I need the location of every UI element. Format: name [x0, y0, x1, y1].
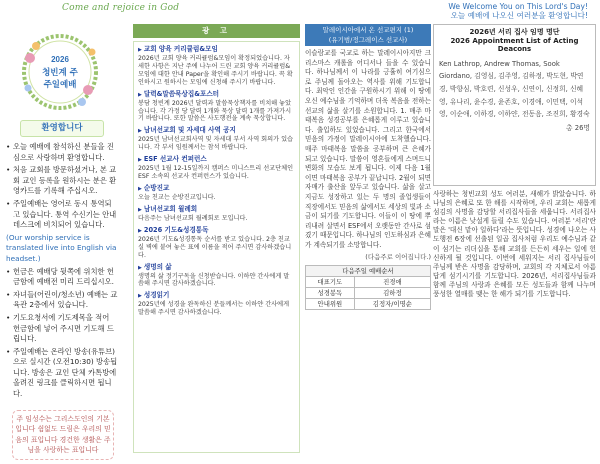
appointment-names: Ken Lathrop, Andrew Thomas, Sook Giordano, 김영심, 김주영, 김하정, 박도현, 박연경, 박향심, 박호련, 신성우, 신연이, 신정희, 신혜영, 유나리, 윤수경, 윤존호, 이경애, 이민택, 이석영, 이순애, 이하경, 이하얀, 전동음, 조진희, 황경숙 [439, 59, 590, 119]
wreath-emblem [16, 28, 104, 116]
appointment-column [433, 24, 596, 450]
announcement-item [138, 45, 295, 87]
announcement-body: 오늘 친교는 순방진교입니다. [138, 193, 216, 201]
announcement-item [138, 226, 295, 260]
service-role: 성경봉독 [306, 288, 355, 299]
appointment-total: 총 26명 [566, 123, 590, 132]
appointment-title-ko: 2026년 서리 집사 임명 명단 [469, 28, 560, 36]
service-role: 대표기도 [306, 277, 355, 288]
announcement-heading: ▶ 2026 기도&성경통독 [138, 226, 295, 236]
emblem-line1: 청빈계 주 [42, 68, 78, 78]
welcome-item: • 기도요청서에 기도제목을 적어 헌금함에 넣어 주시면 기도해 드립니다. [6, 313, 118, 345]
appointment-box [433, 24, 596, 186]
welcome-item: • 헌금은 예배당 뒷쪽에 위치한 헌금함에 예배전 미리 드리십시오. [6, 267, 118, 288]
closing-message: 주 임성수는 그리스도인의 기본입니다 쉼없도 드림은 우리의 믿음의 표입니다 경건한 생활은 주님을 사랑하는 표입니다 [12, 410, 114, 460]
next-week-service-header: 다음주일 예배순서 [306, 266, 431, 277]
announcement-heading: ▶ 성경읽기 [138, 291, 295, 301]
welcome-item: • 주일예배는 영어로 동시 통역되고 있습니다. 통역 수신기는 안내 데스크에 비치되어 있습니다. [6, 199, 118, 231]
service-person: 김하정 [354, 288, 430, 299]
appointment-title-en: 2026 Appointment List of Acting Deacons [450, 36, 579, 54]
announcement-body: 2025년에 성경을 완독하신 분들께서는 이하얀 간사에게 말씀해 주시면 감사하겠습니다. [138, 301, 290, 317]
table-row [306, 288, 431, 299]
welcome-item: • 처음 교회를 방문하셨거나, 본 교회 교인 등록을 원하시는 분은 환영카드를 기록해 주십시오. [6, 165, 118, 197]
emblem-line2: 주일예배 [43, 80, 77, 90]
prayer-column [305, 24, 431, 450]
announcement-item [138, 205, 295, 223]
announcement-body: 2025년 남녀선교회사역 및 자세대 부서 사역 회의가 있습니다. 각 부서 임원께서는 참석 바랍니다. [138, 136, 294, 152]
announcements-box [133, 41, 300, 453]
announcement-body: 봉담 청빈계 2026년 달력과 말씀묵상책자를 비치해 놓았습니다. 각 가정 당 달력 1개와 묵상 달력 1개를 가져가시기 바랍니다. 또한 말씀은 사도행전을 계속 묵상합니다. [138, 99, 292, 123]
announcement-heading: ▶ 남녀선교회 및 자세대 사역 공지 [138, 126, 295, 136]
announcement-heading: ▶ 생명의 삶 [138, 263, 295, 273]
emblem-year: 2026 [51, 55, 69, 64]
appointment-message: 사랑하는 청빈교회 성도 여러분, 새해가 밝았습니다. 하나님의 은혜로 또 한 해를 시작하며, 우리 교회는 새롭게 섬김의 사명을 감당할 서리집사들을 세웁니다. 서리집사라는 이름은 낮설게 들릴 수도 있습니다. 여러분 '서리'란 말은 '대신 맡아 일하다'라는 뜻입니다. 성경에 나오는 사도행전 6장에 선출된 일곱 집사처럼 우리도 예수님과 같이 섬기는 리더십을 통해 교회를 든든히 세우는 일에 헌신하게 될 것입니다. 이번에 세워지는 서리 집사님들이 주님께 받은 사명을 감당하며, 교회의 각 지체로서 아름답게 섬기시기를 기도합니다. 2026년, 서리집사님들과 함께 주님의 사랑과 은혜를 모든 성도들과 함께 나누며 풍성한 열매를 맺는 한 해가 되기를 기도합니다. [433, 190, 596, 299]
announcement-body: 2026년 기도&성경통독 순서를 받고 있습니다. 2층 친교실 벽에 붙여 놓은 표에 이름을 적어 주시면 감사하겠습니다. [138, 235, 292, 259]
announcement-body: 생명의 삶 정기구독을 신청받습니다. 이하얀 간사에게 말씀해 주시면 감사하겠습니다. [138, 272, 290, 288]
appointment-title [439, 28, 590, 54]
header-slogan: Come and rejoice in God [62, 3, 180, 13]
announcement-item [138, 184, 295, 202]
welcome-item: • 자녀들(어린이/청소년) 예배는 교육관 2층에서 있습니다. [6, 290, 118, 311]
next-week-service-table [305, 265, 431, 310]
mission-letter-body: 이슬람교를 국교로 하는 말레이시아지만 크리스마스 캐롤을 어디서나 들을 수 있습니다. 하나님께서 이 나라를 긍휼히 여기심으로 주님께 돌아오는 역사를 위해 기도합니다. 최악인 인간을 구원하시기 위해 이 땅에 오신 예수님을 기억하며 더욱 복음을 전하는 선교의 삶을 살기를 소원합니다. 1. 매주 마태복음 성경공부를 은혜롭게 이루고 있습니다. 출입하도 있었습니다. 그리고 한국에서 믿음의 가정이 말레이시아에 도착했습니다. 매주 마태복음 말씀을 공부하며 큰 은혜가 되고 있습니다. 말씀이 영혼들에게 스며드니 변화의 모습도 보게 됩니다. 이제 다음 1월이면 마태복음 공부가 끝납니다. 2월이 되면 자매가 출산을 앞두고 있습니다. 삶을 살고 지금도 성장하고 있는 두 명의 졸업생들이 직장에서도 믿음의 삶에서도 세상의 빛과 소금이 되기를 기도합니다. 이들이 이 땅에 뿌리내려 살면서 ESF에서 오랫동안 간사로 섬겼기 때문입니다. 하나님의 인도하심과 은혜가 계속되기를 소망합니다. [305, 49, 431, 249]
header-welcome-en: We Welcome You on This Lord's Day! [448, 2, 588, 11]
announcement-heading: ▶ 교회 양육 커리큘럼&모임 [138, 45, 295, 55]
welcome-item: • 주일예배는 온라인 방송(유튜브)으로 실시간 (오전10:30) 방송됩니다. 방송은 교인 단체 카톡방에 올려진 링크를 클릭하시면 됩니다. [6, 347, 118, 400]
welcome-title: 환영합니다 [20, 120, 104, 137]
header-welcome [448, 2, 588, 20]
announcement-item [138, 263, 295, 289]
service-person: 진경애 [354, 277, 430, 288]
welcome-column [6, 24, 118, 455]
mission-letter-title-line2: (유기범/정그레이스 선교사) [328, 36, 408, 44]
announcement-heading: ▶ ESF 선교사 컨퍼런스 [138, 155, 295, 165]
announcement-heading: ▶ 달력&말씀묵상집&포스터 [138, 90, 295, 100]
mission-letter-title [305, 24, 431, 46]
announcement-item [138, 90, 295, 124]
welcome-list [6, 142, 118, 402]
announcement-body: 다음주는 남녀선교회 월례회로 모입니다. [138, 214, 248, 222]
mission-letter-title-line1: 말레이시아에서 온 선교편지 (1) [322, 26, 414, 34]
announcement-item [138, 155, 295, 181]
table-row [306, 299, 431, 310]
welcome-item-english: (Our worship service is translated live into English via headset.) [6, 232, 117, 263]
announcement-body: 2025년 1월 12-15일까지 캠퍼스 미니스트리 선교단체인 ESF 소속의 선교사 컨퍼런스가 있습니다. [138, 165, 294, 181]
announcements-column [133, 24, 300, 450]
announcement-item [138, 126, 295, 152]
announcement-body: 2026년 교회 양육 커리큘럼&모임이 확정되었습니다. 자세한 사항은 지난 주에 나누어 드린 교회 양육 커리큘럼&모임에 대한 안내 Paper을 확인해 주시기 바랍니다. 꼭 확인하시고 원하시는 모임에 신청해 주시기 바랍니다. [138, 55, 293, 86]
announcement-heading: ▶ 남녀선교회 월례회 [138, 205, 295, 215]
header-welcome-ko: 오늘 예배에 나오신 여러분을 환영합니다! [450, 11, 588, 20]
welcome-item: • 오늘 예배에 참석하신 분들을 진심으로 사랑하며 환영합니다. [6, 142, 118, 163]
service-person: 김정자/이명순 [354, 299, 430, 310]
mission-letter-continued: (다음주로 이어집니다.) [365, 253, 431, 262]
service-role: 안내위원 [306, 299, 355, 310]
announcement-heading: ▶ 순방진교 [138, 184, 295, 194]
announcements-title: 광 고 [133, 24, 300, 38]
table-row [306, 277, 431, 288]
announcement-item [138, 291, 295, 317]
